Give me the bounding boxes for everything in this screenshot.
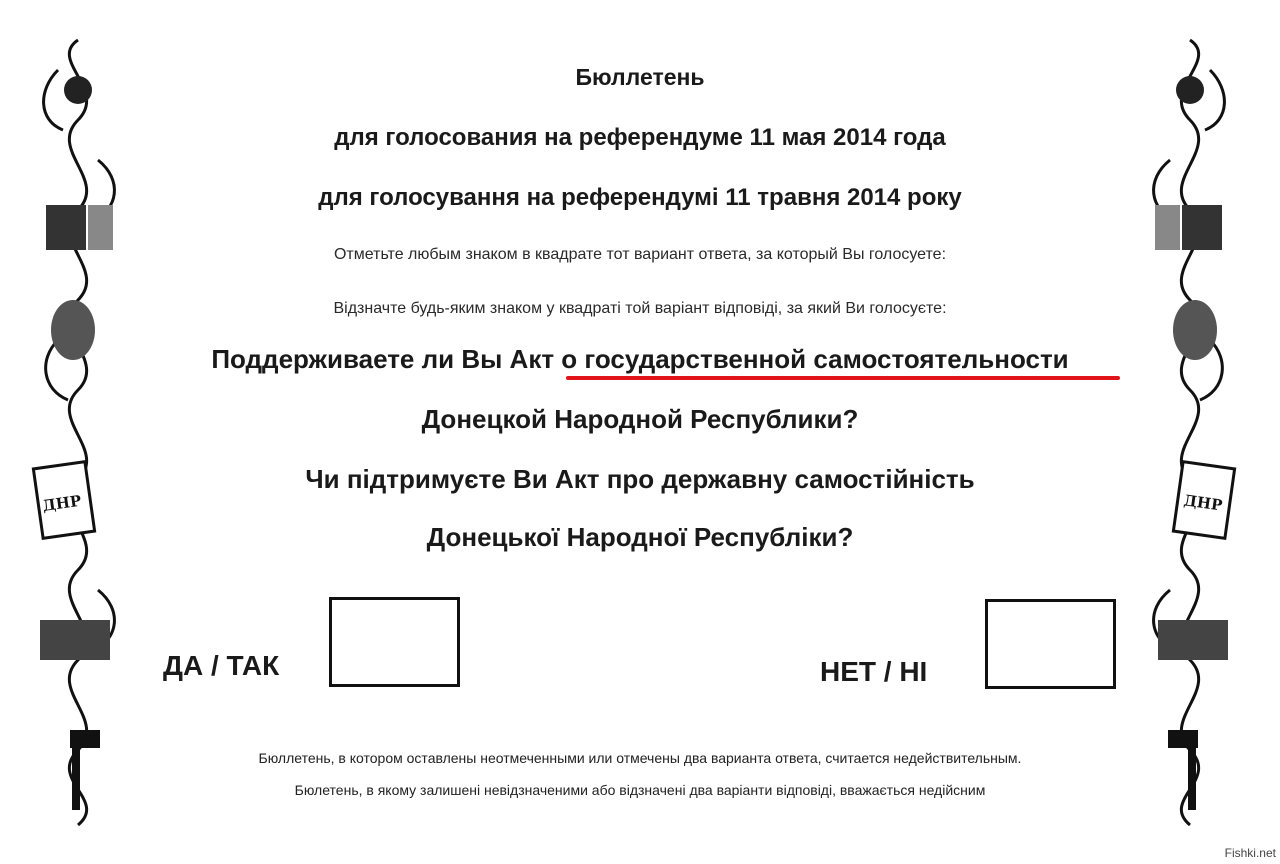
footnote-ukrainian: Бюлетень, в якому залишені невідзначеними або відзначені два варіанти відповіді, вважається недійсним bbox=[294, 782, 986, 798]
question-russian-line2: Донецкой Народной Республики? bbox=[421, 404, 859, 434]
no-checkbox[interactable] bbox=[985, 599, 1116, 689]
no-option-label: НЕТ / НІ bbox=[820, 656, 928, 687]
instruction-ukrainian: Відзначте будь-яким знаком у квадраті той варіант відповіді, за який Ви голосуєте: bbox=[333, 300, 947, 317]
right-emblem-text: ДНР bbox=[1182, 491, 1224, 515]
ballot-title: Бюллетень bbox=[575, 64, 705, 90]
question-ukrainian-line1: Чи підтримуєте Ви Акт про державну самостійність bbox=[305, 464, 975, 494]
subtitle-russian: для голосования на референдуме 11 мая 2014 года bbox=[334, 124, 946, 151]
red-highlight-underline bbox=[566, 376, 1120, 380]
watermark: Fishki.net bbox=[1224, 846, 1276, 860]
instruction-russian: Отметьте любым знаком в квадрате тот вариант ответа, за который Вы голосуете: bbox=[333, 246, 947, 263]
left-emblem-text: ДНР bbox=[41, 491, 83, 515]
footnote-russian: Бюллетень, в котором оставлены неотмеченными или отмечены два варианта ответа, считается недействительным. bbox=[258, 750, 1022, 766]
yes-checkbox[interactable] bbox=[329, 597, 460, 687]
question-ukrainian-line2: Донецької Народної Республіки? bbox=[426, 522, 854, 552]
yes-option-label: ДА / ТАК bbox=[163, 650, 280, 681]
question-russian-line1: Поддерживаете ли Вы Акт о государственной самостоятельности bbox=[211, 344, 1069, 374]
subtitle-ukrainian: для голосування на референдумі 11 травня 2014 року bbox=[318, 184, 962, 211]
